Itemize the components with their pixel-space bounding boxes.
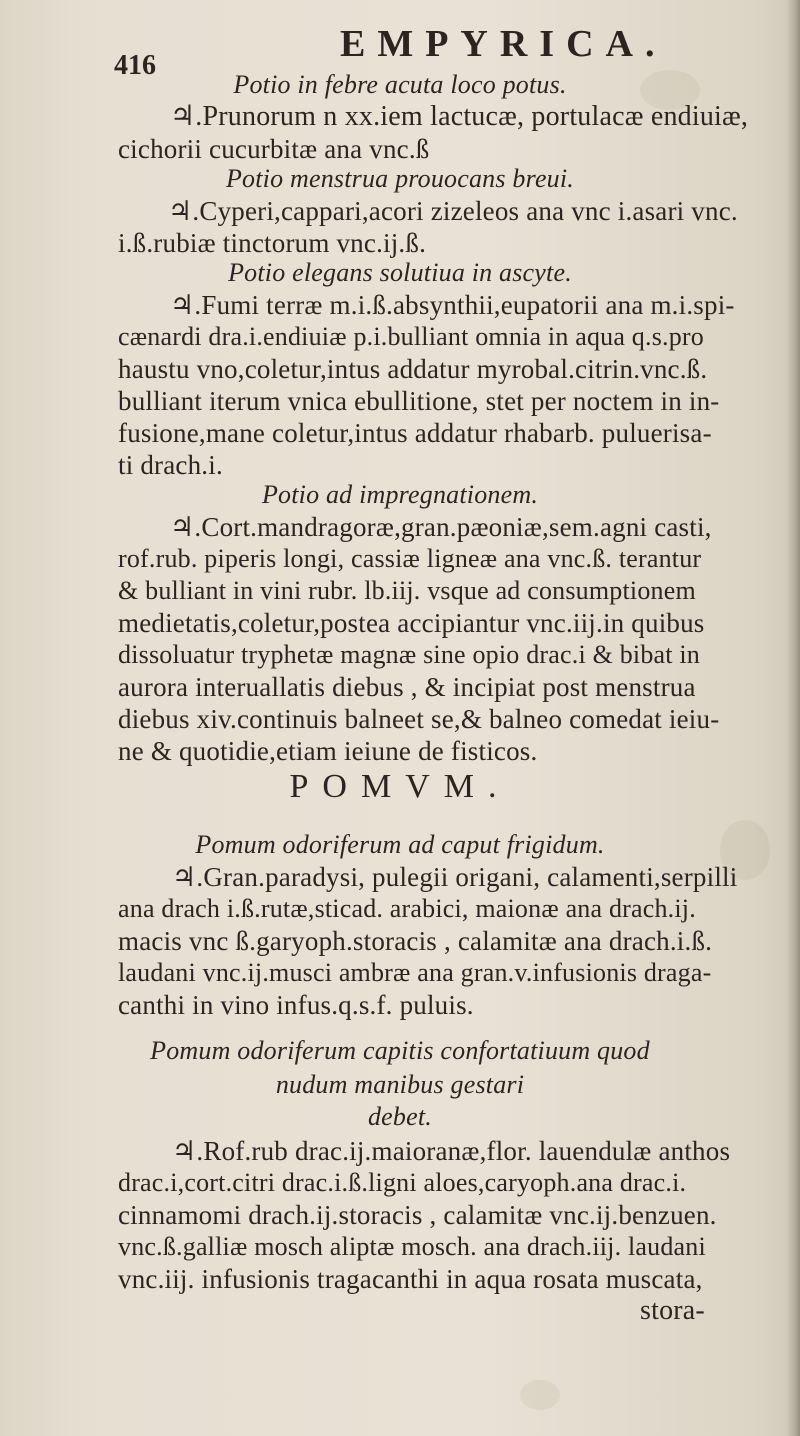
text-line: rof.rub. piperis longi, cassiæ ligneæ ana vnc.ß. terantur [118, 544, 702, 573]
text-line: & bulliant in vini rubr. lb.iij. vsque ad consumptionem [118, 576, 696, 605]
recipe-heading: nudum manibus gestari [275, 1070, 525, 1099]
text-line: drac.i,cort.citri drac.i.ß.ligni aloes,caryoph.ana drac.i. [118, 1168, 687, 1197]
recipe-heading: debet. [367, 1102, 432, 1131]
text-line: laudani vnc.ij.musci ambræ ana gran.v.infusionis draga- [118, 958, 712, 987]
text-line: ne & quotidie,etiam ieiune de fisticos. [118, 736, 538, 766]
text-line: ♃.Prunorum n xx.iem lactucæ, portulacæ endiuiæ, [170, 101, 749, 132]
text-line: fusione,mane coletur,intus addatur rhabarb. puluerisa- [118, 418, 712, 448]
page-edge-shadow [786, 0, 800, 1436]
text-line: i.ß.rubiæ tinctorum vnc.ij.ß. [118, 228, 427, 258]
text-line: bulliant iterum vnica ebullitione, stet per noctem in in- [118, 386, 720, 416]
text-line: canthi in vino infus.q.s.f. puluis. [118, 990, 474, 1020]
text-line: ♃.Cyperi,cappari,acori zizeleos ana vnc i.asari vnc. [168, 196, 738, 226]
text-line: cichorii cucurbitæ ana vnc.ß [118, 134, 430, 164]
text-line: cinnamomi drach.ij.storacis , calamitæ vnc.ij.benzuen. [118, 1200, 717, 1230]
running-title: EMPYRICA. [340, 23, 667, 65]
recipe-heading: Pomum odoriferum capitis confortatiuum quod [150, 1036, 650, 1065]
recipe-heading: Potio menstrua prouocans breui. [225, 164, 575, 193]
text-line: macis vnc ß.garyoph.storacis , calamitæ ana drach.i.ß. [118, 926, 713, 956]
text-line: ♃.Rof.rub drac.ij.maioranæ,flor. lauendulæ anthos [172, 1136, 731, 1166]
recipe-heading: Potio elegans solutiua in ascyte. [228, 258, 572, 287]
text-line: stora- [640, 1295, 705, 1326]
text-line: cænardi dra.i.endiuiæ p.i.bulliant omnia in aqua q.s.pro [118, 322, 704, 351]
recipe-heading: Potio in febre acuta loco potus. [233, 70, 567, 99]
page-number: 416 [114, 50, 156, 81]
text-line: ♃.Cort.mandragoræ,gran.pæoniæ,sem.agni casti, [170, 512, 712, 542]
text-line: haustu vno,coletur,intus addatur myrobal.citrin.vnc.ß. [118, 354, 708, 384]
text-line: aurora interuallatis diebus , & incipiat post menstrua [118, 672, 696, 702]
text-line: ti drach.i. [118, 450, 223, 480]
text-line: vnc.ß.galliæ mosch aliptæ mosch. ana drach.iij. laudani [118, 1232, 706, 1261]
text-line: medietatis,coletur,postea accipiantur vnc.iij.in quibus [118, 608, 705, 638]
text-line: ♃.Fumi terræ m.i.ß.absynthii,eupatorii ana m.i.spi- [170, 290, 735, 320]
text-line: ana drach i.ß.rutæ,sticad. arabici, maionæ ana drach.ij. [118, 894, 696, 923]
section-heading: POMVM. [289, 768, 511, 805]
recipe-heading: Potio ad impregnationem. [261, 480, 539, 509]
text-line: diebus xiv.continuis balneet se,& balneo comedat ieiu- [118, 704, 720, 734]
text-line: ♃.Gran.paradysi, pulegii origani, calamenti,serpilli [172, 862, 738, 892]
recipe-heading: Pomum odoriferum ad caput frigidum. [195, 830, 605, 859]
text-line: vnc.iij. infusionis tragacanthi in aqua rosata muscata, [118, 1264, 703, 1294]
text-line: dissoluatur tryphetæ magnæ sine opio drac.i & bibat in [118, 640, 700, 669]
paper-stain [520, 1380, 560, 1410]
